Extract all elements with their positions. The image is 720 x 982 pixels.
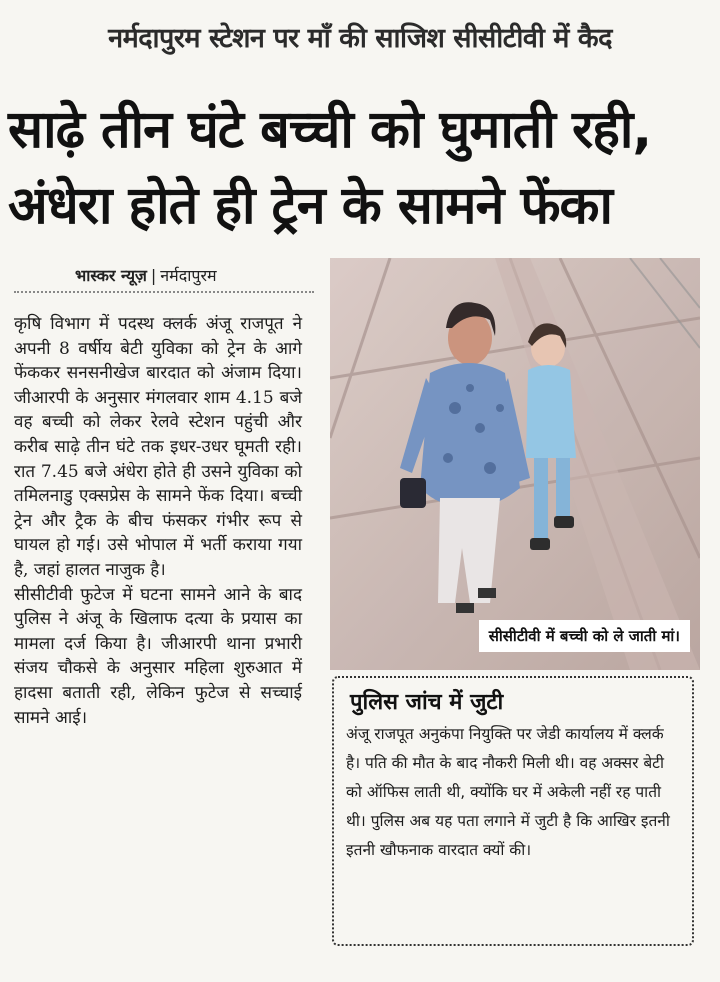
byline-source: भास्कर न्यूज़ [75, 266, 147, 285]
byline-separator: | [150, 266, 157, 285]
article-kicker: नर्मदापुरम स्टेशन पर माँ की साजिश सीसीटीवी में कैद [108, 23, 612, 54]
article-body [14, 312, 302, 730]
body-paragraph-2: सीसीटीवी फुटेज में घटना सामने आने के बाद पुलिस ने अंजू के खिलाफ दत्या के प्रयास का मामला दर्ज किया है। जीआरपी थाना प्रभारी संजय चौकसे के अनुसार महिला शुरुआत में हादसा बताती रही, लेकिन फुटेज से सच्चाई सामने आई। [14, 584, 302, 728]
sidebar-box-title: पुलिस जांच में जुटी [350, 690, 504, 715]
article-headline [8, 92, 712, 244]
sidebar-box-text: अंजू राजपूत अनुकंपा नियुक्ति पर जेडी कार्यालय में क्लर्क है। पति की मौत के बाद नौकरी मिली थी। वह अक्सर बेटी को ऑफिस लाती थी, क्योंकि घर में अकेली नहीं रह पाती थी। पुलिस अब यह पता लगाने में जुटी है कि आखिर इतनी इतनी खौफनाक वारदात क्यों की। [346, 725, 670, 859]
byline-divider [14, 291, 314, 293]
headline-line-2: अंधेरा होते ही ट्रेन के सामने फेंका [8, 176, 612, 236]
photo-caption: सीसीटीवी में बच्ची को ले जाती मां। [479, 620, 690, 652]
byline [75, 264, 217, 286]
body-paragraph-1: कृषि विभाग में पदस्थ क्लर्क अंजू राजपूत ने अपनी 8 वर्षीय बेटी युविका को ट्रेन के आगे फेंककर सनसनीखेज बारदात को अंजाम दिया। जीआरपी के अनुसार मंगलवार शाम 4.15 बजे वह बच्ची को लेकर रेलवे स्टेशन पहुंची और करीब साढ़े तीन घंटे तक इधर-उधर घूमती रही। रात 7.45 बजे अंधेरा होते ही उसने युविका को तमिलनाडु एक्सप्रेस के सामने फेंक दिया। बच्ची ट्रेन और ट्रैक के बीच फंसकर गंभीर रूप से घायल हो गई। उसे भोपाल में भर्ती कराया गया है, जहां हालत नाजुक है। [14, 314, 302, 580]
sidebar-box [332, 676, 694, 946]
byline-place: नर्मदापुरम [160, 266, 217, 285]
headline-line-1: साढ़े तीन घंटे बच्ची को घुमाती रही, [8, 100, 652, 160]
cctv-photo [330, 258, 700, 670]
cctv-photo-illustration [330, 258, 700, 670]
